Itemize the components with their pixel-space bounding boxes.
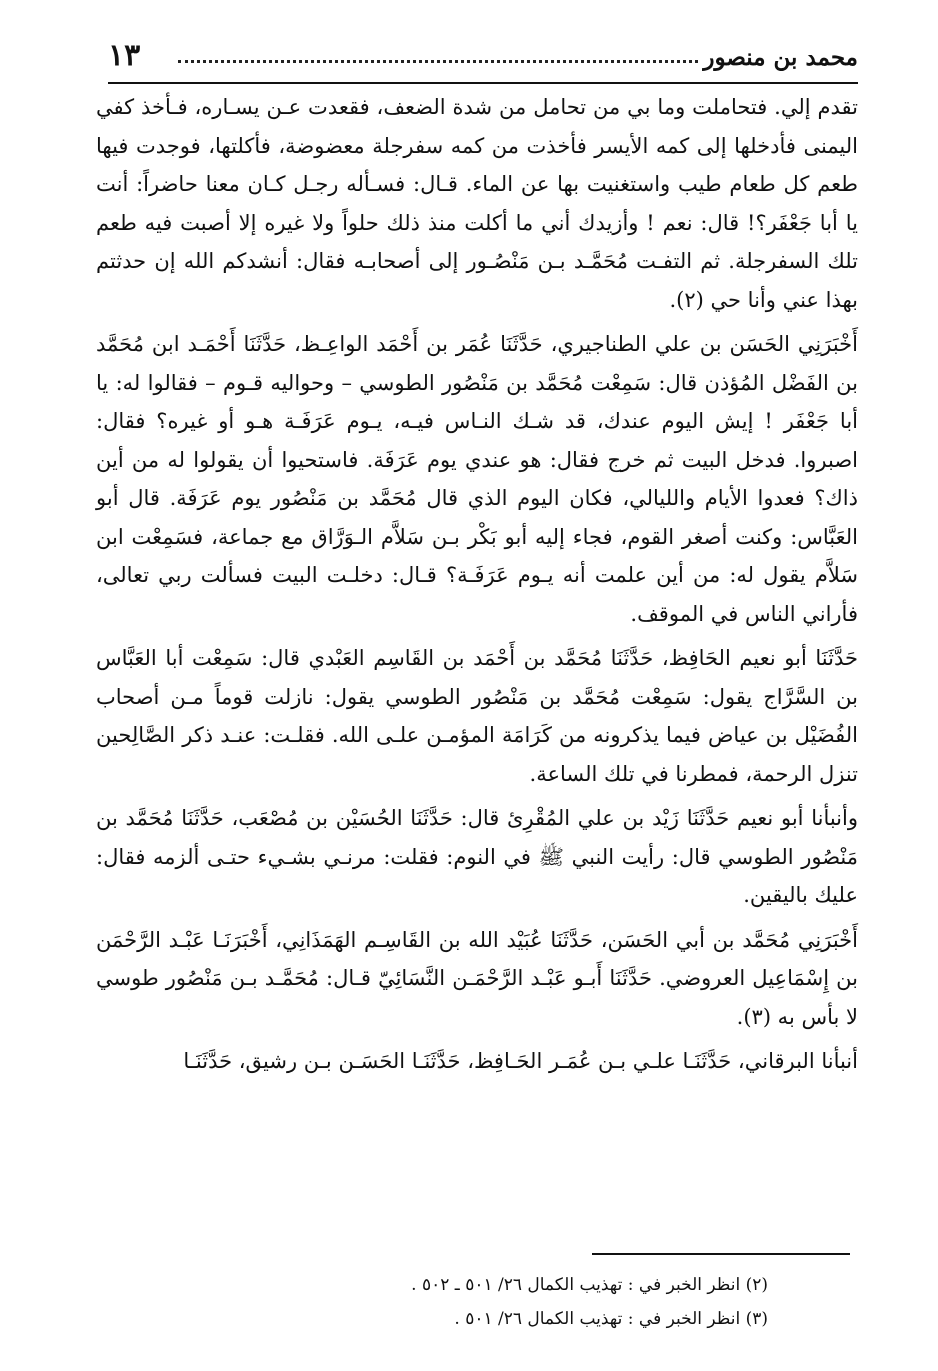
header-dot-leader xyxy=(178,60,698,63)
footnotes xyxy=(300,1268,768,1336)
paragraph-3: حَدَّثَنَا أبو نعيم الحَافِظ، حَدَّثَنَا مُحَمَّد بن أَحْمَد بن القَاسِم العَبْدي قال: سَمِعْت أبا العَبَّاس بن السَّرَّاج يقول: سَمِعْت مُحَمَّد بن مَنْصُور الطوسي يقول: نازلت قوماً مـن أصحاب الفُضَيْل بن عياض فيما يذكرونه من كَرَامَة المؤمـن علـى الله. فقلـت: عنـد ذكر الصَّالِحين تنزل الرحمة، فمطرنا في تلك الساعة. xyxy=(96,646,858,786)
paragraph-2: أَخْبَرَنِي الحَسَن بن علي الطناجيري، حَدَّثَنَا عُمَر بن أَحْمَد الواعِـظ، حَدَّثَنَا أَحْمَـد ابن مُحَمَّد بن الفَضْل المُؤذن قال: سَمِعْت مُحَمَّد بن مَنْصُور الطوسي – وحواليه قـوم – فقالوا له: يا أبا جَعْفَر ! إيش اليوم عندك، قد شـك النـاس فيـه، يـوم عَرَفَـة هـو أو غيره؟ فقال: اصبروا. فدخل البيت ثم خرج فقال: هو عندي يوم عَرَفَة. فاستحيوا أن يقولوا له من أين ذاك؟ فعدوا الأيام والليالي، فكان اليوم الذي قال مُحَمَّد بن مَنْصُور يوم عَرَفَة. قال أبو العَبَّاس: وكنت أصغر القوم، فجاء إليه أبو بَكْر بـن سَلاَّم الـوَرَّاق مع جماعة، فسَمِعْت ابن سَلاَّم يقول له: من أين علمت أنه يـوم عَرَفَـة؟ قـال: دخلـت البيت فسألت ربي تعالى، فأراني الناس في الموقف. xyxy=(96,332,858,626)
footnote-separator xyxy=(592,1253,850,1255)
paragraph-6: أنبأنا البرقاني، حَدَّثَنَـا علـي بـن عُمَـر الحَـافِظ، حَدَّثَنَـا الحَسَـن بـن رشيق، حَدَّثَنَـا xyxy=(183,1049,858,1073)
main-text xyxy=(96,88,858,1087)
page-number: ١٣ xyxy=(108,38,141,73)
running-title: محمد بن منصور xyxy=(703,44,858,71)
paragraph-5: أَخْبَرَنِي مُحَمَّد بن أبي الحَسَن، حَدَّثَنَا عُبَيْد الله بن القَاسِـم الهَمَذَانِي، أَخْبَرَنَـا عَبْـد الرَّحْمَن بن إِسْمَاعِيل العروضي. حَدَّثَنَا أَبـو عَبْـد الرَّحْمَـن النَّسَائِيّ قـال: مُحَمَّـد بـن مَنْصُور طوسي لا بأس به (٣). xyxy=(96,927,858,1029)
footnote-2: (٢) انظر الخبر في : تهذيب الكمال ٢٦/ ٥٠١ ـ ٥٠٢ . xyxy=(411,1275,768,1295)
footnote-3: (٣) انظر الخبر في : تهذيب الكمال ٢٦/ ٥٠١ . xyxy=(454,1309,768,1329)
paragraph-1: تقدم إلي. فتحاملت وما بي من تحامل من شدة الضعف، فقعدت عـن يسـاره، فـأخذ كفي اليمنى فأدخلها إلى كمه الأيسر فأخذت من كمه سفرجلة معضوضة، فأكلتها، فوجدت فيها طعم كل طعام طيب واستغنيت بها عن الماء. قـال: فسـأله رجـل كـان معنا حاضراً: أنت يا أبا جَعْفَر؟! قال: نعم ! وأزيدك أني ما أكلت منذ ذلك حلواً ولا غيره إلا أصبت فيه طعم تلك السفرجلة. ثم التفـت مُحَمَّـد بـن مَنْصُـور إلى أصحابـه فقال: أنشدكم الله إن حدثتم بهذا عني وأنا حي (٢). xyxy=(96,95,858,312)
paragraph-4: وأنبأنا أبو نعيم حَدَّثَنَا زَيْد بن علي المُقْرِئ قال: حَدَّثَنَا الحُسَيْن بن مُصْعَب، حَدَّثَنَا مُحَمَّد بن مَنْصُور الطوسي قال: رأيت النبي ﷺ في النوم: فقلت: مرنـي بشـيء حتـى ألزمه فقال: عليك باليقين. xyxy=(96,806,858,907)
page-header xyxy=(108,38,858,84)
